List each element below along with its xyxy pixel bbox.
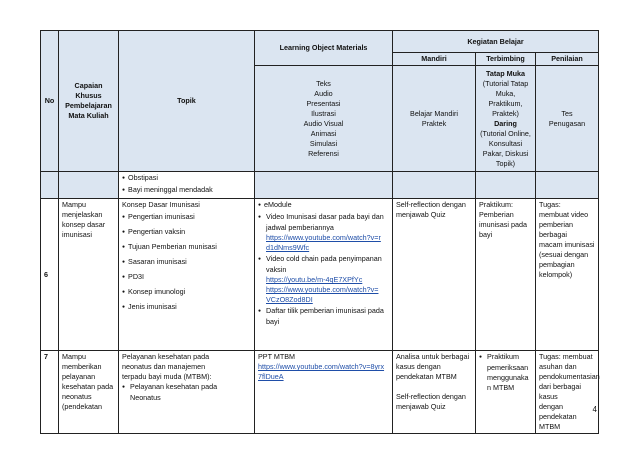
video-link[interactable]: VCzO8Zod8DI <box>266 295 313 304</box>
list-item: ● Video Imunisasi dasar pada bayi dan jadwal pemberiannya https://www.youtube.com/watch?v=r d1dNms9Wfc <box>258 212 389 253</box>
list-item: ● Obstipasi <box>122 173 251 184</box>
list-item: ● Sasaran imunisasi <box>122 257 251 268</box>
list-item: ● Bayi meninggal mendadak <box>122 185 251 196</box>
lom-cell: PPT MTBM https://www.youtube.com/watch?v=8yrx 7flDueA <box>255 351 393 434</box>
topik-cell: Konsep Dasar Imunisasi ● Pengertian imunisasi ● Pengertian vaksin ● Tujuan Pemberian munisasi ● Sasaran imunisasi ● PD3I ● Konsep imunologi ● Jenis imunisasi <box>119 199 255 351</box>
header-topik: Topik <box>119 31 255 172</box>
list-item: ● Jenis imunisasi <box>122 302 251 313</box>
terbimbing-cell <box>476 351 536 434</box>
capaian-cell: Mampu memberikan pelayanan kesehatan pada neonatus (pendekatan <box>59 351 119 434</box>
video-link[interactable]: https://www.youtube.com/watch?v=8yrx <box>258 362 385 371</box>
table-row <box>41 172 599 199</box>
table-row <box>41 199 599 351</box>
list-item: ● Video cold chain pada penyimpanan vaksin https://youtu.be/m-4qE7XPfYc https://www.youtube.com/watch?v= VCzO8Zod8DI <box>258 254 389 305</box>
list-item: ● Daftar tilik pemberian imunisasi pada bayi <box>258 306 389 327</box>
penilaian-types-cell: Tes Penugasan <box>536 66 599 172</box>
lom-types-cell: Teks Audio Presentasi Ilustrasi Audio Visual Animasi Simulasi Referensi <box>255 66 393 172</box>
learning-plan-table <box>40 30 599 434</box>
list-item: ● PD3I <box>122 272 251 283</box>
terbimbing-cell: Praktikum: Pemberian imunisasi pada bayi <box>476 199 536 351</box>
list-item: ● Tujuan Pemberian munisasi <box>122 242 251 253</box>
table-row <box>41 351 599 434</box>
header-terbimbing: Terbimbing <box>476 53 536 66</box>
lom-cell <box>255 199 393 351</box>
list-item: ● Praktikum pemeriksaan menggunaka n MTBM <box>479 352 532 393</box>
row-number: 7 <box>41 351 59 434</box>
video-link[interactable]: https://www.youtube.com/watch?v= <box>266 285 379 294</box>
video-link[interactable]: https://www.youtube.com/watch?v=r <box>266 233 381 242</box>
capaian-cell: Mampu menjelaskan konsep dasar imunisasi <box>59 199 119 351</box>
continued-topics-cell <box>119 172 255 199</box>
header-kegiatan: Kegiatan Belajar <box>393 31 599 53</box>
mandiri-cell: Analisa untuk berbagai kasus dengan pendekatan MTBM Self-reflection dengan menjawab Quiz <box>393 351 476 434</box>
page-number: 4 <box>592 405 597 414</box>
penilaian-cell: Tugas: membuat asuhan dan pendokumentasian dari berbagai kasus dengan pendekatan MTBM <box>536 351 599 434</box>
header-capaian: Capaian Khusus Pembelajaran Mata Kuliah <box>59 31 119 172</box>
video-link[interactable]: 7flDueA <box>258 372 284 381</box>
header-mandiri: Mandiri <box>393 53 476 66</box>
header-lom: Learning Object Materials <box>255 31 393 66</box>
list-item: ● Pelayanan kesehatan pada Neonatus <box>122 382 251 403</box>
penilaian-cell: Tugas: membuat video pemberian berbagai macam imunisasi (sesuai dengan pembagian kelompok) <box>536 199 599 351</box>
header-penilaian: Penilaian <box>536 53 599 66</box>
list-item: ● eModule <box>258 200 389 211</box>
row-number: 6 <box>41 199 59 351</box>
topik-cell: Pelayanan kesehatan pada neonatus dan manajemen terpadu bayi muda (MTBM): ● Pelayanan kesehatan pada Neonatus <box>119 351 255 434</box>
list-item: ● Konsep imunologi <box>122 287 251 298</box>
terbimbing-types-cell: Tatap Muka (Tutorial Tatap Muka, Praktikum, Praktek) Daring (Tutorial Online, Konsultasi Pakar, Diskusi Topik) <box>476 66 536 172</box>
header-no: No <box>41 31 59 172</box>
list-item: ● Pengertian vaksin <box>122 227 251 238</box>
mandiri-types-cell: Belajar Mandiri Praktek <box>393 66 476 172</box>
list-item: ● Pengertian imunisasi <box>122 212 251 223</box>
video-link[interactable]: d1dNms9Wfc <box>266 243 310 252</box>
mandiri-cell: Self-reflection dengan menjawab Quiz <box>393 199 476 351</box>
video-link[interactable]: https://youtu.be/m-4qE7XPfYc <box>266 275 363 284</box>
